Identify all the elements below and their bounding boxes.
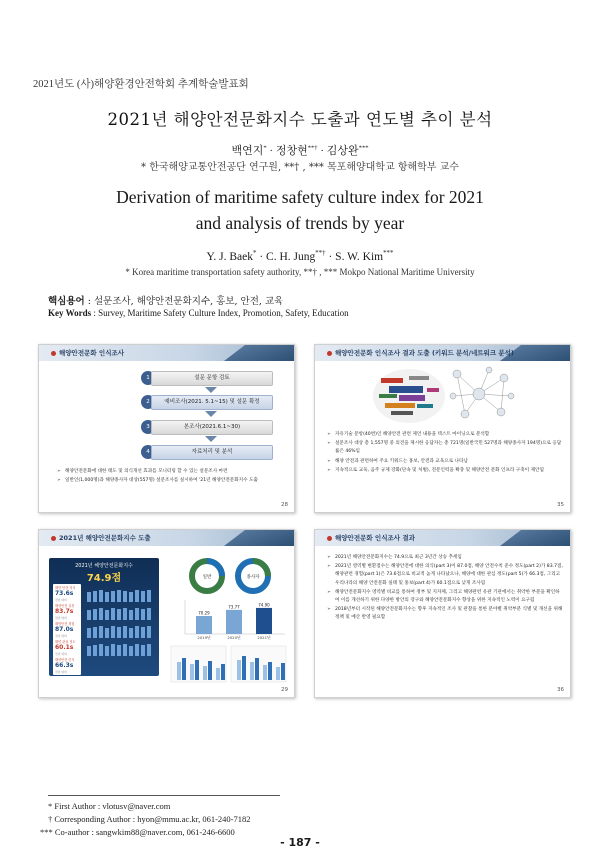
mini-bar [141, 609, 145, 620]
mini-label: 해양 관심 정도 [55, 640, 76, 644]
author-en-1-mark: * [252, 250, 257, 257]
author-3-mark: *** [358, 144, 369, 152]
bullet-item: ➢ 2021년 영역별 변환점수는 해양안전에 대한 의식(part 3)이 87.0점, 해양 안전수칙 준수 정도(part 2)가 83.7점, 해양관련 경험(part 1)은 73.6점으로 비교적 높게 나타났으나, 해양에 대한 관심 정도(part 5)가 66.3점, 그리고 우리나라의 해양 안전문화 실태 및 홍보(part 4)가 60.1점으로 낮게 조사됨 [327, 563, 563, 588]
mini-card [53, 602, 81, 621]
mini-bar [105, 592, 109, 602]
step-number: 3 [141, 420, 155, 434]
slide-page-number: 29 [281, 687, 288, 693]
mini-bar [111, 608, 115, 620]
keywords-korean-label: 핵심용어 [48, 296, 85, 307]
footnote-corresponding-author [48, 814, 251, 824]
panel-value: 74.9점 [86, 573, 122, 584]
slide-header-wave [224, 345, 294, 361]
mini-label: 해양안전 실천 [55, 604, 75, 608]
footnote-value: : sangwkim88@naver.com, 061-246-6600 [89, 827, 235, 837]
slide-title [51, 348, 124, 357]
trend-bar [226, 610, 242, 634]
bullet-item: ➢ 해양안전문화에 대한 태도 및 의식개선 효과를 모니터링 할 수 있는 설문조사 마련 [57, 468, 277, 476]
author-1-mark: * [263, 144, 267, 152]
mini-bar [87, 628, 91, 638]
mini-bar [129, 628, 133, 638]
mini-bar [141, 627, 145, 638]
mini-bar [123, 644, 127, 656]
mini-sub: 전년 대비 [55, 670, 67, 674]
slide-header-wave [224, 530, 294, 546]
mini-bar [93, 627, 97, 638]
mini-bar [99, 590, 103, 602]
bullet-item: ➢ 해양안전문화지수 영역별 비교를 통하여 정부 및 지자체, 그리고 해양관련 유관 기관에서는 취약한 부분을 확인하여 이를 개선하기 위한 다양한 방안의 강구와 해양안전문화지수 향상을 위한 지속적인 노력이 요구됨 [327, 589, 563, 605]
author-en-2: C. H. Jung [266, 250, 316, 263]
author-en-3: S. W. Kim [335, 250, 384, 263]
trend-category-label: 2020년 [227, 635, 241, 640]
trend-bar-chart [175, 598, 289, 642]
sub-area-charts [169, 644, 289, 686]
bullet-dot-icon [51, 536, 56, 541]
panel-title: 2021년 해양안전문화지수 [75, 563, 133, 569]
mini-label: 해양안전 인식 [55, 658, 75, 662]
trend-category-label: 2019년 [197, 635, 211, 640]
bullet-item: ➢ 2021년 해양안전문화지수는 74.9으로 최근 3년간 상승 추세임 [327, 554, 563, 562]
title-english-line1: Derivation of maritime safety culture index for 2021 [116, 187, 484, 207]
mini-card [53, 620, 81, 639]
footnote-value: : vlotusv@naver.com [95, 801, 171, 811]
donut-label: 종사자 [246, 575, 260, 580]
mini-label: 해양안전 경험 [55, 622, 75, 626]
slide-title [327, 533, 415, 542]
author-sep: · [256, 250, 267, 263]
footnote-first-author [48, 801, 170, 811]
keywords-korean-text: : 설문조사, 해양안전문화지수, 홍보, 안전, 교육 [84, 296, 284, 307]
slide-survey-results [314, 529, 571, 698]
mini-label: 해양 안전 의식 [55, 586, 76, 590]
mini-bar [117, 645, 121, 656]
mini-value: 66.3s [55, 662, 74, 669]
bullet-item: ➢ 설문조사 대상 총 1,557명 중 의견을 제시한 응답자는 총 721명(일반국민 527명과 해양종사자 194명)으로 응답률은 46%임 [327, 440, 563, 456]
slide-title-text: 해양안전문화 인식조사 결과 [335, 534, 415, 542]
keywords-english-label: Key Words [48, 308, 92, 318]
slide-index-derivation [38, 529, 295, 698]
step-number: 4 [141, 445, 155, 459]
slide-survey-process [38, 344, 295, 513]
mini-sub: 전년 대비 [55, 634, 67, 638]
word-cloud [373, 369, 445, 423]
mini-bar [123, 591, 127, 602]
mini-bar [129, 646, 133, 656]
arrow-down-icon [205, 411, 217, 417]
donut-workers [238, 561, 268, 591]
mini-bar [105, 646, 109, 656]
mini-card [53, 656, 81, 675]
author-en-3-mark: *** [383, 250, 394, 257]
footnote-mark: † [48, 814, 53, 824]
mini-sub: 전년 대비 [55, 616, 67, 620]
title-korean: 2021년 해양안전문화지수 도출과 연도별 추이 분석 [107, 110, 493, 129]
step-box: 설문 문항 검토 [151, 371, 273, 386]
step-number: 2 [141, 395, 155, 409]
step-box: 본조사(2021.6.1~30) [151, 420, 273, 435]
trend-bar-value: 73.77 [228, 604, 240, 610]
trend-bar [196, 616, 212, 634]
authors-english [0, 250, 600, 263]
author-en-1: Y. J. Baek [206, 250, 253, 263]
mini-bar [87, 646, 91, 656]
mini-bar [129, 610, 133, 620]
mini-value: 73.6s [55, 590, 74, 597]
footnote-label: Co-author [54, 827, 90, 837]
mini-bar [111, 644, 115, 656]
mini-sub: 전년 대비 [55, 598, 67, 602]
bullet-item: ➢ 2018년부터 시작된 해양안전문화지수는 향후 지속적인 조사 및 관찰을 통한 분야별 취약부분 식별 및 개선을 위해 정책 및 예산 반영 필요함 [327, 606, 563, 622]
mini-value: 60.1s [55, 644, 74, 651]
slide-page-number: 35 [557, 502, 564, 508]
footnote-mark: * [48, 801, 53, 811]
mini-bar [123, 608, 127, 620]
mini-bar [117, 590, 121, 602]
step-number: 1 [141, 371, 155, 385]
mini-bar [141, 591, 145, 602]
mini-bar [123, 626, 127, 638]
mini-bar [105, 628, 109, 638]
slide-title-text: 해양안전문화 인식조사 [59, 349, 125, 357]
mini-bar [99, 608, 103, 620]
mini-bar-grid [85, 586, 155, 672]
mini-bar [117, 609, 121, 620]
footnote-rule [48, 795, 280, 796]
slide-title-text: 해양안전문화 인식조사 결과 도출 (키워드 분석/네트워크 분석) [335, 349, 514, 357]
step-box: 자료처리 및 분석 [151, 445, 273, 460]
mini-bar [93, 645, 97, 656]
mini-bar [105, 610, 109, 620]
mini-bar [93, 609, 97, 620]
trend-category-label: 2021년 [257, 635, 271, 640]
mini-bar [111, 626, 115, 638]
footnote-label: Corresponding Author [54, 814, 131, 824]
slide-title [51, 533, 151, 542]
keywords-english-text: : Survey, Maritime Safety Culture Index, Promotion, Safety, Education [91, 308, 349, 318]
donut-general [192, 561, 222, 591]
page-number: - 187 - [280, 836, 320, 849]
step-box: 예비조사(2021. 5.1~15) 및 설문 확정 [151, 395, 273, 410]
bullet-item: ➢ 일반인(1,000명)과 해양종사자 대상(557명) 설문조사를 실시하여 '21년 해양안전문화지수 도출 [57, 477, 277, 485]
author-sep: · [266, 145, 276, 157]
mini-bar [99, 644, 103, 656]
trend-bar-value: 70.29 [198, 610, 210, 616]
slide-bullets [57, 468, 277, 486]
author-en-2-mark: **† [315, 250, 326, 257]
mini-bar [87, 592, 91, 602]
mini-bar [111, 591, 115, 602]
index-summary-panel [49, 558, 159, 676]
arrow-down-icon [205, 387, 217, 393]
slide-title [327, 348, 514, 357]
sub-chart-right [231, 646, 286, 682]
mini-value: 87.0s [55, 626, 74, 633]
mini-bar [135, 626, 139, 638]
mini-value: 83.7s [55, 608, 74, 615]
bullet-item: ➢ 지속적으로 교육, 음주 규제 강화(단속 및 처벌), 전문인력을 확충 및 해양안전 문화 인프라 구축이 제안됨 [327, 467, 563, 475]
mini-bar [147, 590, 151, 602]
title-english [0, 184, 600, 236]
slide-page-number: 28 [281, 502, 288, 508]
mini-bar [93, 591, 97, 602]
mini-bar [135, 608, 139, 620]
title-english-line2: and analysis of trends by year [195, 213, 405, 233]
mini-bar [147, 608, 151, 620]
mini-bar [99, 626, 103, 638]
footnote-value: : hyon@mmu.ac.kr, 061-240-7182 [130, 814, 251, 824]
mini-bar [141, 645, 145, 656]
donut-label: 일반 [202, 575, 212, 580]
author-1: 백연지 [231, 145, 264, 157]
keywords-english [48, 308, 349, 318]
mini-bar [135, 590, 139, 602]
slide-bullets [327, 554, 563, 624]
bullet-dot-icon [51, 351, 56, 356]
keywords-korean [48, 293, 283, 307]
mini-bar [135, 644, 139, 656]
trend-bar [256, 608, 272, 634]
mini-card [53, 638, 81, 657]
author-3: 김상완 [326, 145, 359, 157]
author-2-mark: **† [307, 144, 318, 152]
network-graph [450, 367, 514, 418]
slide-keyword-analysis [314, 344, 571, 513]
affiliation-korean: * 한국해양교통안전공단 연구원, **† , *** 목포해양대학교 항해학부 교수 [141, 162, 459, 173]
bullet-dot-icon [327, 351, 332, 356]
mini-bar [147, 626, 151, 638]
author-sep: · [317, 145, 327, 157]
authors-korean [0, 142, 600, 158]
bullet-item: ➢ 해양 안전과 관련하여 주요 키워드는 홍보, 안전과 교육으로 나타남 [327, 458, 563, 466]
trend-bar-value: 74.90 [258, 602, 270, 608]
bullet-item: ➢ 자유기술 문항(40번)인 해양안전 관련 제언 내용을 텍스트 마이닝으로 분석함 [327, 431, 563, 439]
mini-bar [117, 627, 121, 638]
slide-title-text: 2021년 해양안전문화지수 도출 [59, 534, 151, 542]
word-cloud-network-image [369, 364, 519, 426]
mini-card [53, 584, 81, 603]
mini-bar [87, 610, 91, 620]
slide-header-wave [500, 530, 570, 546]
bullet-dot-icon [327, 536, 332, 541]
mini-bar [129, 592, 133, 602]
footnote-label: First Author [54, 801, 96, 811]
mini-bar [147, 644, 151, 656]
arrow-down-icon [205, 436, 217, 442]
donut-charts [187, 554, 277, 598]
author-2: 정창현 [275, 145, 308, 157]
conference-header: 2021년도 (사)해양환경안전학회 추계학술발표회 [33, 79, 249, 90]
sub-chart-left [171, 646, 226, 682]
slide-bullets [327, 431, 563, 476]
affiliation-english: * Korea maritime transportation safety authority, **† , *** Mokpo National Maritime University [125, 267, 475, 277]
slide-page-number: 36 [557, 687, 564, 693]
mini-sub: 전년 대비 [55, 652, 67, 656]
author-sep: · [325, 250, 336, 263]
footnote-mark: *** [40, 827, 53, 837]
